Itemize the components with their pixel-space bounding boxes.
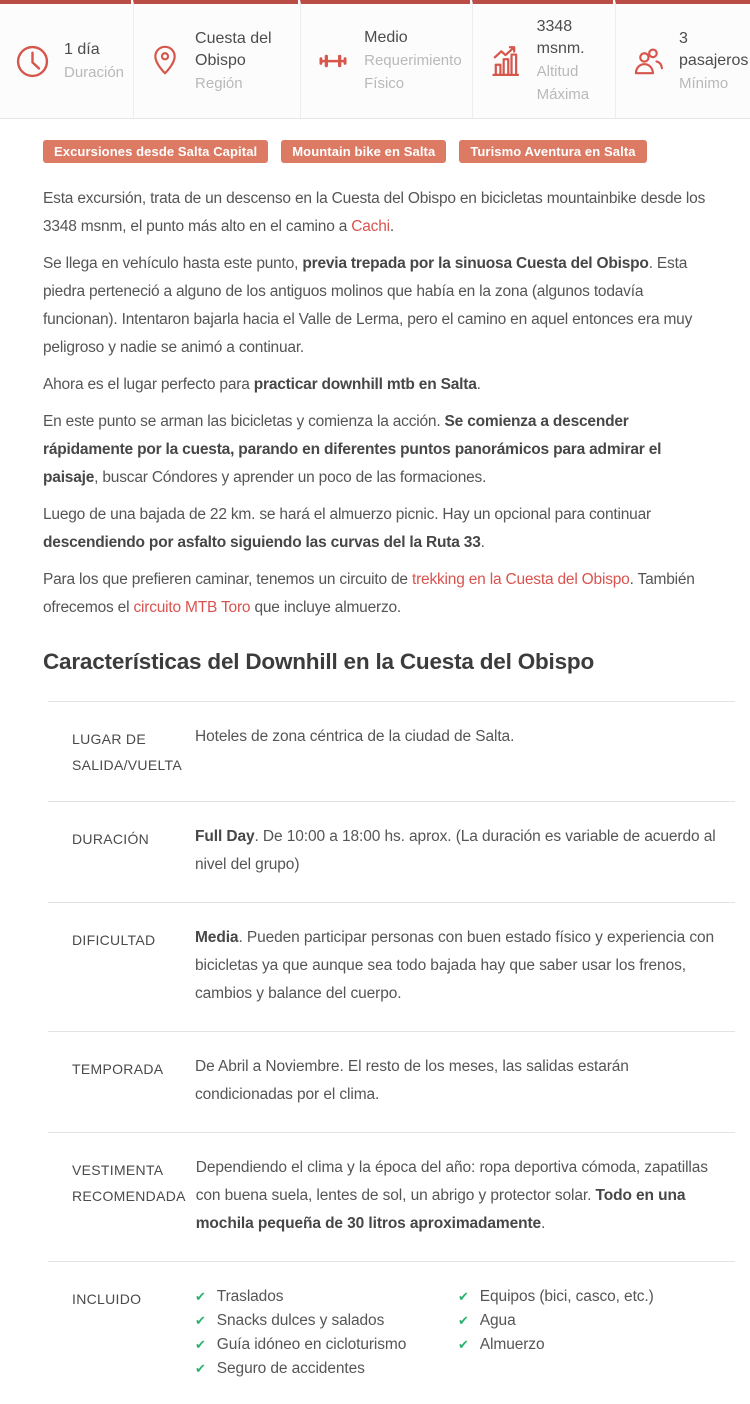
included-column <box>458 1285 654 1381</box>
included-item-label: Traslados <box>216 1288 284 1305</box>
stat-value: Medio <box>364 29 408 46</box>
table-row <box>48 902 735 1031</box>
bold-run: Todo en una mochila pequeña de 30 litros aproximadamente <box>195 1187 686 1232</box>
check-icon: ✔ <box>458 1313 469 1328</box>
text-run: Dependiendo el clima y la época del año: ropa deportiva cómoda, zapatillas con buena suela, lentes de sol, un abrigo y protector solar. <box>195 1159 708 1204</box>
stat-label: Mínimo <box>679 74 729 92</box>
tag-button[interactable]: Excursiones desde Salta Capital <box>43 140 268 163</box>
stat-text <box>679 28 750 95</box>
row-value <box>195 723 735 778</box>
row-value <box>196 1154 735 1238</box>
text-run: que incluye almuerzo. <box>250 599 402 616</box>
people-icon <box>630 43 666 79</box>
included-columns <box>195 1283 725 1381</box>
inline-link[interactable]: trekking en la Cuesta del Obispo <box>411 571 630 588</box>
features-table <box>48 701 735 1404</box>
stat-cell-1 <box>0 0 131 118</box>
text-run: . Esta piedra perteneció a alguno de los antiguos molinos que había en la zona (algunos todavía funcionan). Intentaron bajarla hacia el Valle de Lerma, pero el camino en aquel entonces era muy peligroso y nadie se animó a continuar. <box>43 255 693 356</box>
included-item <box>458 1285 654 1309</box>
text-run: En este punto se arman las bicicletas y comienza la acción. <box>43 413 445 430</box>
included-item-label: Guía idóneo en cicloturismo <box>216 1336 407 1353</box>
row-label: TEMPORADA <box>72 1061 164 1077</box>
included-item <box>195 1285 458 1309</box>
table-row <box>48 1261 735 1404</box>
text-run: Se llega en vehículo hasta este punto, <box>43 255 303 272</box>
text-run: . <box>541 1215 546 1232</box>
bold-run: Media <box>195 929 239 946</box>
text-run: De Abril a Noviembre. El resto de los meses, las salidas estarán condicionadas por el clima. <box>195 1058 629 1103</box>
stat-text <box>195 28 298 95</box>
included-item-label: Snacks dulces y salados <box>216 1312 385 1329</box>
stat-value: 3348 msnm. <box>536 18 585 57</box>
text-run: , buscar Cóndores y aprender un poco de las formaciones. <box>94 469 487 486</box>
text-run: Luego de una bajada de 22 km. se hará el almuerzo picnic. Hay un opcional para continuar <box>43 506 651 523</box>
description-paragraph <box>43 185 718 241</box>
stat-label: Duración <box>64 63 125 81</box>
text-run: . <box>389 218 395 235</box>
included-column <box>195 1285 458 1381</box>
text-run: . Pueden participar personas con buen estado físico y experiencia con bicicletas ya que aunque sea todo bajada hay que saber usar los frenos, cambios y balance del cuerpo. <box>195 929 715 1002</box>
check-icon: ✔ <box>458 1289 469 1304</box>
table-row <box>48 1132 735 1261</box>
included-item <box>195 1333 458 1357</box>
stat-cell-2 <box>133 0 298 118</box>
included-item <box>458 1333 654 1357</box>
clock-icon <box>14 43 51 80</box>
row-value <box>195 1283 735 1381</box>
stat-label: Requerimiento Físico <box>364 52 462 92</box>
check-icon: ✔ <box>195 1313 206 1328</box>
tag-button[interactable]: Mountain bike en Salta <box>281 140 446 163</box>
included-item-label: Almuerzo <box>479 1336 545 1353</box>
stat-value: Cuesta del Obispo <box>195 29 272 69</box>
included-item <box>195 1309 458 1333</box>
row-value <box>195 823 735 879</box>
included-item-label: Agua <box>479 1312 516 1329</box>
bold-run: practicar downhill mtb en Salta <box>253 376 477 393</box>
row-value <box>195 924 735 1008</box>
stat-cell-4 <box>472 0 613 118</box>
row-label: DIFICULTAD <box>72 932 156 948</box>
row-label: DURACIÓN <box>72 831 150 847</box>
check-icon: ✔ <box>458 1337 469 1352</box>
tag-list <box>43 140 750 163</box>
included-item <box>195 1357 458 1381</box>
description-paragraph <box>43 408 718 492</box>
section-title: Características del Downhill en la Cuesta del Obispo <box>43 649 595 674</box>
row-value <box>195 1053 735 1109</box>
description-paragraph <box>43 566 718 622</box>
stats-bar <box>0 0 750 119</box>
check-icon: ✔ <box>195 1289 206 1304</box>
description <box>0 163 750 622</box>
bold-run: Full Day <box>195 828 255 845</box>
stat-text <box>364 27 470 95</box>
check-icon: ✔ <box>195 1337 206 1352</box>
check-icon: ✔ <box>195 1361 206 1376</box>
inline-link[interactable]: circuito MTB Toro <box>133 599 251 616</box>
stat-value: 3 pasajeros <box>679 29 749 69</box>
included-item <box>458 1309 654 1333</box>
text-run: . <box>480 534 485 551</box>
stat-text <box>537 16 613 106</box>
altitude-chart-icon <box>487 43 524 80</box>
stat-text <box>64 39 130 84</box>
tag-button[interactable]: Turismo Aventura en Salta <box>459 140 646 163</box>
row-label: VESTIMENTA RECOMENDADA <box>72 1162 186 1204</box>
stat-cell-5 <box>615 0 750 118</box>
stat-value: 1 día <box>64 40 100 58</box>
description-paragraph <box>43 371 718 399</box>
included-item-label: Equipos (bici, casco, etc.) <box>479 1288 654 1305</box>
included-item-label: Seguro de accidentes <box>216 1360 365 1377</box>
text-run: Hoteles de zona céntrica de la ciudad de Salta. <box>195 728 515 745</box>
table-row <box>48 1031 735 1132</box>
text-run: . También ofrecemos el <box>43 571 695 616</box>
text-run: . De 10:00 a 18:00 hs. aprox. (La duración es variable de acuerdo al nivel del grupo) <box>195 828 716 873</box>
text-run: . <box>476 376 481 393</box>
description-paragraph <box>43 250 718 362</box>
description-paragraph <box>43 501 718 557</box>
text-run: Para los que prefieren caminar, tenemos un circuito de <box>43 571 412 588</box>
bold-run: previa trepada por la sinuosa Cuesta del Obispo <box>302 255 649 272</box>
stat-label: Región <box>195 74 243 92</box>
stat-label: Altitud Máxima <box>536 63 590 103</box>
text-run: Esta excursión, trata de un descenso en la Cuesta del Obispo en bicicletas mountainbike desde los 3348 msnm, el punto más alto en el camino a <box>43 190 706 235</box>
map-pin-icon <box>148 43 182 80</box>
bold-run: descendiendo por asfalto siguiendo las curvas del la Ruta 33 <box>43 534 481 551</box>
table-row <box>48 801 735 902</box>
row-label: LUGAR DE SALIDA/VUELTA <box>72 731 182 773</box>
dumbbell-icon <box>315 43 351 79</box>
stat-cell-3 <box>300 0 470 118</box>
inline-link[interactable]: Cachi <box>351 218 390 235</box>
bold-run: Se comienza a descender rápidamente por la cuesta, parando en diferentes puntos panorámicos para admirar el paisaje <box>43 413 662 486</box>
text-run: Ahora es el lugar perfecto para <box>43 376 254 393</box>
table-row <box>48 701 735 801</box>
row-label: INCLUIDO <box>72 1291 142 1307</box>
